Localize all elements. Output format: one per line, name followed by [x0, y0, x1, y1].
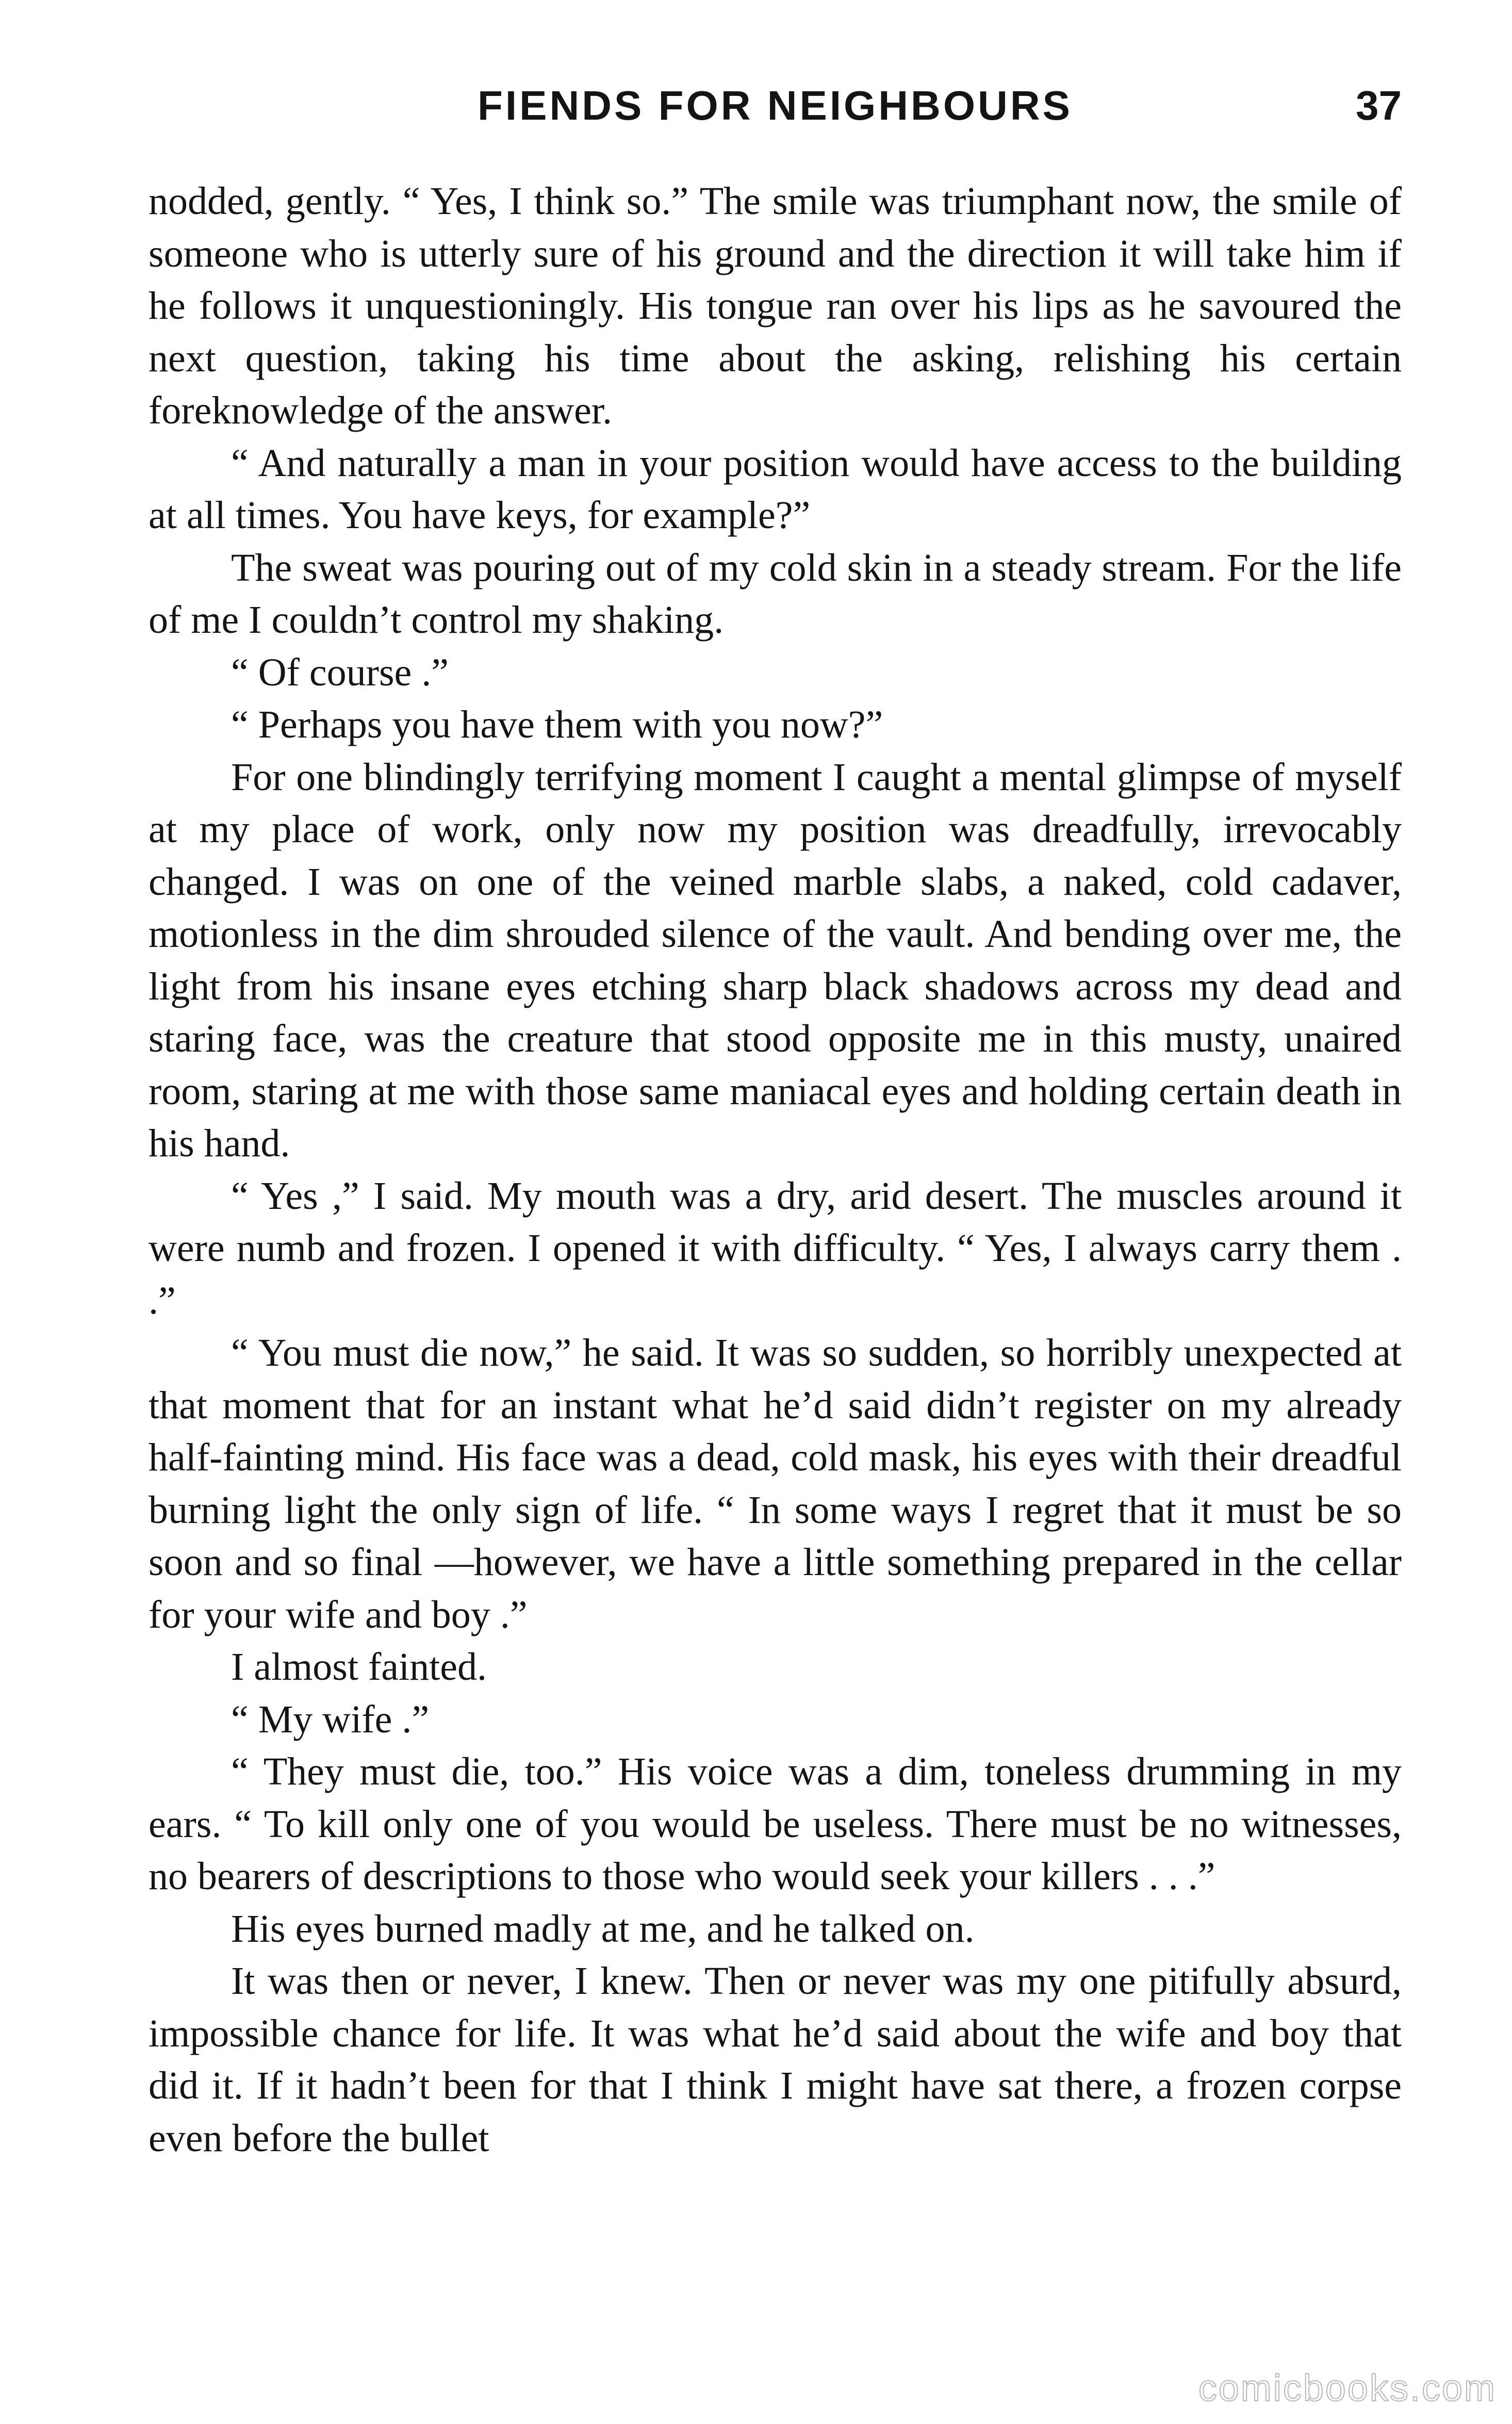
paragraph: “ And naturally a man in your position would have access to the building at all times. You have keys, for example?” — [149, 441, 1402, 537]
paragraph: The sweat was pouring out of my cold skin in a steady stream. For the life of me I couldn’t control my shaking. — [149, 546, 1402, 642]
running-head — [149, 77, 1402, 134]
paragraph: nodded, gently. “ Yes, I think so.” The smile was triumphant now, the smile of someone who is utterly sure of his ground and the direction it will take him if he follows it unquestioningly. His tongue ran over his lips as he savoured the next question, taking his time about the asking, relishing his certain foreknowledge of the answer. — [149, 179, 1402, 432]
paragraph: “ They must die, too.” His voice was a dim, toneless drumming in my ears. “ To kill only one of you would be useless. There must be no witnesses, no bearers of descriptions to those who would seek your killers . . .” — [149, 1750, 1402, 1898]
paragraph: “ Yes ,” I said. My mouth was a dry, arid desert. The muscles around it were numb and frozen. I opened it with difficulty. “ Yes, I always carry them . .” — [149, 1174, 1402, 1322]
paragraph: “ You must die now,” he said. It was so sudden, so horribly unexpected at that moment that for an instant what he’d said didn’t register on my already half-fainting mind. His face was a dead, cold mask, his eyes with their dreadful burning light the only sign of life. “ In some ways I regret that it must be so soon and so final —however, we have a little something prepared in the cellar for your wife and boy .” — [149, 1331, 1402, 1636]
paragraph: “ Of course .” — [231, 650, 449, 694]
page-number: 37 — [1356, 83, 1402, 128]
paragraph: His eyes burned madly at me, and he talked on. — [231, 1907, 975, 1951]
paragraph: For one blindingly terrifying moment I caught a mental glimpse of myself at my place of work, only now my position was dreadfully, irrevocably changed. I was on one of the veined marble slabs, a naked, cold cadaver, motionless in the dim shrouded silence of the vault. And bending over me, the light from his insane eyes etching sharp black shadows across my dead and staring face, was the creature that stood opposite me in this musty, unaired room, staring at me with those same maniacal eyes and holding certain death in his hand. — [149, 755, 1402, 1165]
paragraph: It was then or never, I knew. Then or never was my one pitifully absurd, impossible chance for life. It was what he’d said about the wife and boy that did it. If it hadn’t been for that I think I might have sat there, a frozen corpse even before the bullet — [149, 1959, 1402, 2160]
body-text — [149, 175, 1402, 2165]
watermark: comicbooks.com — [1198, 2368, 1497, 2409]
paragraph: “ Perhaps you have them with you now?” — [231, 703, 883, 746]
running-title: FIENDS FOR NEIGHBOURS — [478, 83, 1073, 128]
paragraph: I almost fainted. — [231, 1645, 487, 1689]
paragraph: “ My wife .” — [231, 1697, 430, 1741]
